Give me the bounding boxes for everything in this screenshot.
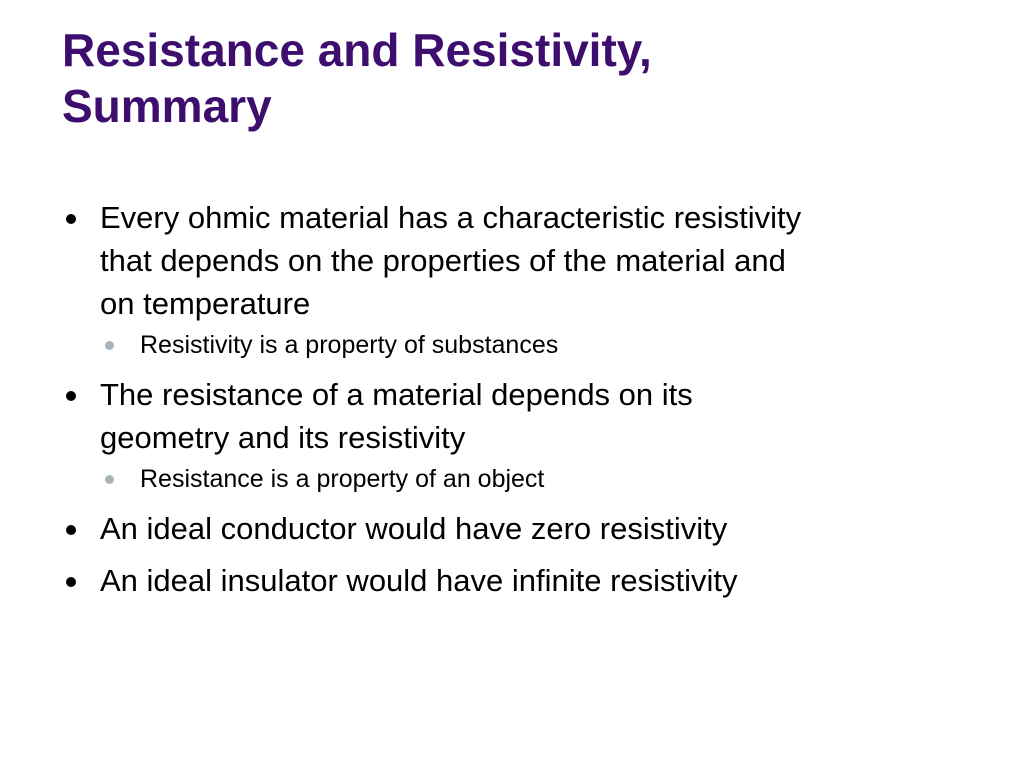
bullet-item bbox=[62, 559, 962, 602]
title-line-1: Resistance and Resistivity, bbox=[62, 24, 652, 76]
bullet-text: An ideal conductor would have zero resistivity bbox=[100, 511, 728, 546]
bullet-dot-icon bbox=[66, 391, 76, 401]
sub-bullet-item bbox=[62, 330, 962, 360]
slide-title bbox=[62, 22, 982, 134]
bullet-text-line: on temperature bbox=[100, 286, 311, 321]
sub-bullet-item bbox=[62, 464, 962, 494]
bullet-text-line: The resistance of a material depends on its bbox=[100, 377, 693, 412]
bullet-list bbox=[62, 196, 962, 611]
bullet-text: An ideal insulator would have infinite resistivity bbox=[100, 563, 738, 598]
bullet-dot-icon bbox=[66, 214, 76, 224]
sub-bullet-dot-icon bbox=[105, 341, 114, 350]
title-line-2: Summary bbox=[62, 80, 272, 132]
bullet-text-line: that depends on the properties of the material and bbox=[100, 243, 786, 278]
bullet-text-line: geometry and its resistivity bbox=[100, 420, 466, 455]
sub-bullet-text: Resistivity is a property of substances bbox=[140, 331, 559, 359]
bullet-item bbox=[62, 373, 962, 459]
bullet-dot-icon bbox=[66, 577, 76, 587]
bullet-dot-icon bbox=[66, 525, 76, 535]
sub-bullet-dot-icon bbox=[105, 475, 114, 484]
bullet-item bbox=[62, 196, 962, 325]
sub-bullet-text: Resistance is a property of an object bbox=[140, 465, 545, 493]
bullet-text-line: Every ohmic material has a characteristic resistivity bbox=[100, 200, 802, 235]
bullet-item bbox=[62, 507, 962, 550]
